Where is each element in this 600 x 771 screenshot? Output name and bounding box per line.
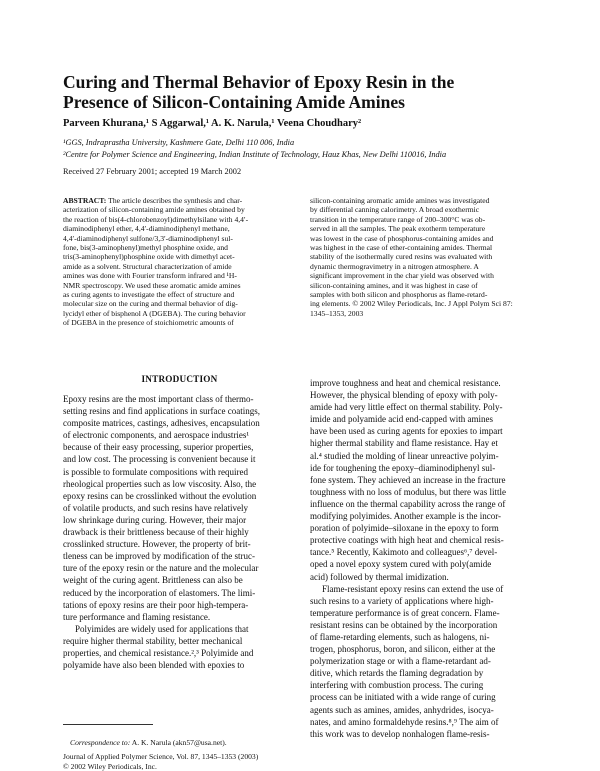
body-text-line: influence on the thermal capability across the range of [310, 498, 506, 509]
body-text-line: protective coatings with high heat and chemical resis- [310, 535, 504, 546]
body-text-line: amide had very little effect on thermal stability. Poly- [310, 402, 503, 413]
abstract-line: amines was done with Fourier transform infrared and ¹H- [63, 271, 237, 281]
abstract-line: stability of the isothermally cured resins was evaluated with [310, 252, 493, 262]
body-text-line: have been used as curing agents for epoxies to impart [310, 426, 503, 437]
abstract-line: as curing agents to investigate the effect of structure and [63, 290, 235, 300]
affiliation-1: ¹GGS, Indraprastha University, Kashmere Gate, Delhi 110 006, India [63, 138, 295, 147]
body-text-line: Epoxy resins are the most important class of thermo- [63, 394, 254, 404]
abstract-line: amide as a solvent. Structural characterization of amide [63, 261, 232, 271]
abstract-line: diaminodiphenyl ether, 4,4′-diaminodiphenyl methane, [63, 224, 230, 234]
footnote-rule [63, 724, 153, 725]
body-text-line: Polyimides are widely used for applications that [75, 623, 249, 634]
body-text-line: such resins to a variety of applications where high- [310, 595, 494, 606]
abstract-left-column [63, 196, 296, 328]
introduction-heading: INTRODUCTION [141, 374, 218, 384]
body-text-line: require higher thermal stability, better mechanical [63, 635, 243, 646]
body-text-line: trogen, phosphorus, boron, and silicon, either at the [310, 644, 496, 655]
body-text-line: agents such as amines, amides, anhydrides, isocya- [310, 704, 494, 715]
abstract-line: was lowest in the case of phosphorus-containing amides and [310, 233, 494, 243]
abstract-line: transition in the temperature range of 200–300°C was ob- [310, 214, 486, 224]
body-text-line: oped a novel epoxy system cured with poly(amide [310, 559, 492, 570]
body-text-line: is possible to formulate compositions with required [63, 466, 248, 477]
body-text-line: this work was to develop nonhalogen flame-resis- [310, 728, 490, 739]
body-text-line: temperature performance is of great concern. Flame- [310, 607, 500, 618]
body-text-line: tleness can be improved by modification of the struc- [63, 551, 255, 562]
correspondence-note [70, 738, 227, 747]
correspondence-label: Correspondence to: [70, 738, 131, 747]
abstract-line: the reaction of bis(4-chlorobenzoyl)dimethylsilane with 4,4′- [63, 214, 249, 224]
abstract-right-column [310, 196, 542, 318]
body-text-line: polyamide have also been blended with epoxies to [63, 660, 245, 671]
body-text-line: interfering with combustion process. The curing [310, 680, 484, 691]
abstract-line: by differential canning calorimetry. A broad exothermic [310, 205, 480, 215]
body-text-line: composite matrices, castings, adhesives, encapsulation [63, 418, 260, 429]
body-text-line: Flame-resistant epoxy resins can extend the use of [322, 583, 504, 594]
abstract-line: ABSTRACT: The article describes the synthesis and char- [63, 196, 243, 205]
abstract-line: of DGEBA in the presence of stoichiometric amounts of [63, 318, 234, 328]
body-text-line: improve toughness and heat and chemical resistance. [310, 378, 501, 388]
body-text-line: setting resins and find applications in surface coatings, [63, 406, 260, 417]
abstract-line: tris(3-aminophenyl)phosphine oxide with dimethyl acet- [63, 252, 235, 262]
body-text-line: al.⁴ studied the molding of linear unreactive polyim- [310, 450, 499, 461]
body-text-line: ditive, which retards the flaming degradation by [310, 668, 484, 679]
body-text-line: fone system. They achieved an increase in the fracture [310, 474, 506, 485]
affiliation-2: ²Centre for Polymer Science and Engineering, Indian Institute of Technology, Hauz Khas, New Delhi 110016, India [63, 150, 447, 159]
abstract-line: ing elements. © 2002 Wiley Periodicals, Inc. J Appl Polym Sci 87: [310, 299, 513, 309]
body-text-line: nates, and amino formaldehyde resins.⁸,⁹ The aim of [310, 716, 499, 727]
abstract-line: NMR spectroscopy. We used these aromatic amide amines [63, 280, 241, 290]
body-text-line: toughness with no loss of modulus, but there was little [310, 486, 506, 497]
body-text-line: acid) followed by thermal imidization. [310, 571, 449, 582]
journal-citation [63, 752, 258, 771]
body-text-line: higher thermal stability and flame resistance. Hay et [310, 438, 498, 449]
body-text-line: properties, and chemical resistance.²,³ Polyimide and [63, 647, 254, 658]
body-text-line: of flame-retarding elements, such as halogens, ni- [310, 631, 490, 642]
abstract-line: significant improvement in the char yield was observed with [310, 271, 494, 281]
received-dates: Received 27 February 2001; accepted 19 March 2002 [63, 167, 242, 176]
body-text-line: ture of the epoxy resin or the nature and the molecular [63, 563, 259, 574]
body-text-line: ture performance and flaming resistance. [63, 611, 211, 622]
abstract-line: silicon-containing amines, and it was highest in case of [310, 280, 478, 290]
abstract-line: 1345–1353, 2003 [310, 308, 364, 318]
abstract-line: silicon-containing aromatic amide amines was investigated [310, 196, 490, 205]
body-text-line: tations of epoxy resins are their poor high-tempera- [63, 599, 249, 610]
title-line-1: Curing and Thermal Behavior of Epoxy Resin in the [63, 72, 455, 92]
body-text-line: drawback is their brittleness because of their highly [63, 527, 249, 538]
body-text-line: of electronic components, and aerospace industries¹ [63, 430, 250, 441]
body-text-line: However, the physical blending of epoxy with poly- [310, 390, 498, 401]
abstract-line: served in all the samples. The peak exotherm temperature [310, 224, 486, 234]
article-title [63, 72, 543, 112]
body-text-line: modifying polyimides. Another example is the incor- [310, 511, 502, 522]
body-text-line: because of their easy processing, superior properties, [63, 442, 254, 453]
body-text-line: ide for toughening the epoxy–diaminodiphenyl sul- [310, 462, 496, 473]
body-text-line: poration of polyimide–siloxane in the epoxy to form [310, 523, 499, 534]
abstract-line: acterization of silicon-containing amide amines obtained by [63, 205, 245, 215]
body-right-column [310, 377, 543, 740]
journal-line-2: © 2002 Wiley Periodicals, Inc. [63, 761, 157, 771]
body-text-line: reduced by the incorporation of elastomers. The limi- [63, 587, 256, 598]
body-text-line: polymerization stage or with a flame-retardant ad- [310, 656, 491, 667]
author-list: Parveen Khurana,¹ S Aggarwal,¹ A. K. Narula,¹ Veena Choudhary² [63, 118, 362, 129]
abstract-line: samples with both silicon and phosphorus as flame-retard- [310, 290, 488, 300]
abstract-label: ABSTRACT: [63, 196, 109, 205]
body-text-line: low shrinkage during curing. However, their major [63, 514, 247, 525]
abstract-line: lycidyl ether of bisphenol A (DGEBA). The curing behavior [63, 308, 246, 318]
body-text-line: weight of the curing agent. Brittleness can also be [63, 575, 243, 586]
body-text-line: resistant resins can be obtained by the incorporation [310, 619, 498, 630]
abstract-line: molecular size on the curing and thermal behavior of dig- [63, 299, 238, 309]
body-text-line: of volatile products, and such resins have relatively [63, 502, 248, 513]
body-text-line: process can be initiated with a wide range of curing [310, 692, 496, 703]
abstract-line: dynamic thermogravimetry in a nitrogen atmosphere. A [310, 261, 479, 271]
journal-line-1: Journal of Applied Polymer Science, Vol. 87, 1345–1353 (2003) [63, 752, 259, 761]
body-text-line: tance.⁵ Recently, Kakimoto and colleagues⁶,⁷ devel- [310, 547, 498, 558]
body-left-column [63, 393, 296, 671]
body-text-line: rheological properties such as low viscosity. Also, the [63, 478, 257, 489]
body-text-line: and low cost. The processing is convenient because it [63, 454, 256, 465]
body-text-line: epoxy resins can be crosslinked without the evolution [63, 490, 257, 501]
correspondence-text: A. K. Narula (akn57@usa.net). [131, 738, 227, 747]
abstract-line: 4,4′-diaminodiphenyl sulfone/3,3′-diaminodiphenyl sul- [63, 233, 233, 243]
abstract-line: fone, bis(3-aminophenyl)methyl phosphine oxide, and [63, 243, 228, 253]
body-text-line: crosslinked structure. However, the property of brit- [63, 539, 251, 550]
body-text-line: imide and polyamide acid end-capped with amines [310, 414, 493, 425]
title-line-2: Presence of Silicon-Containing Amide Amines [63, 92, 405, 112]
abstract-line: was highest in the case of ether-containing amides. Thermal [310, 243, 493, 253]
